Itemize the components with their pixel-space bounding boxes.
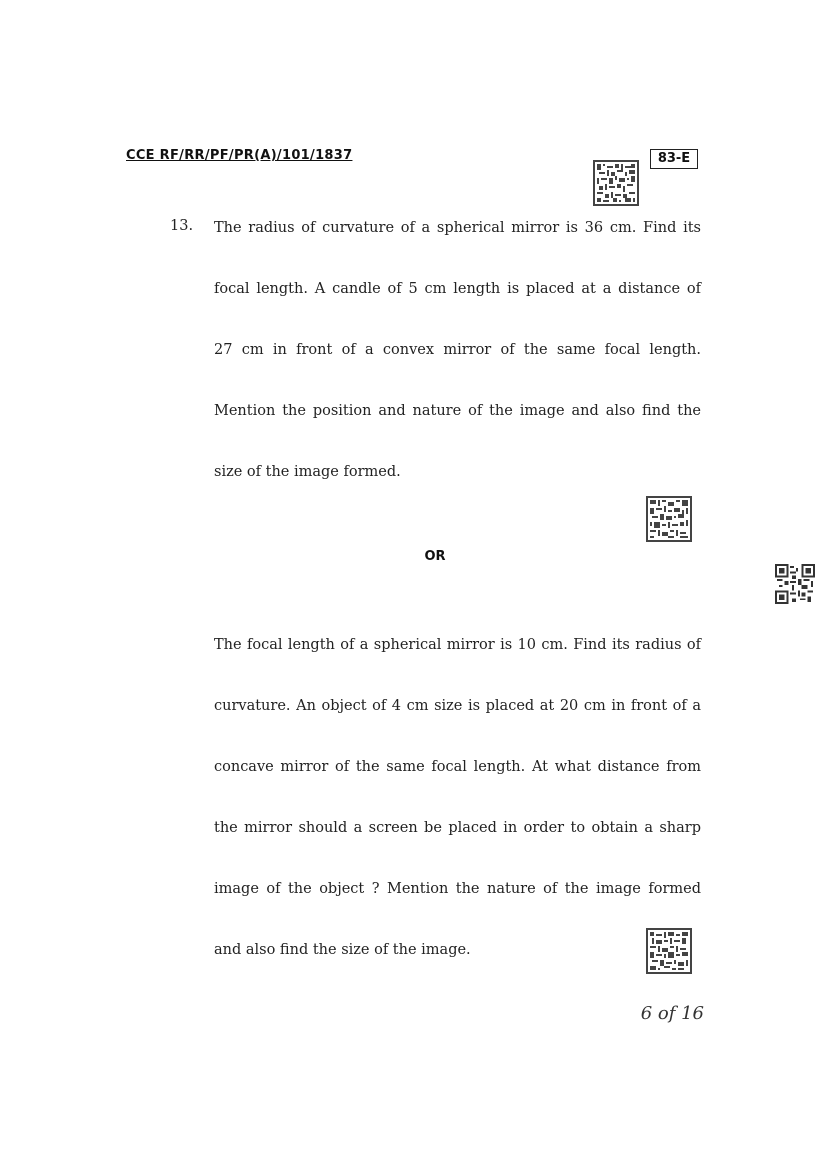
qr-code-icon — [646, 496, 692, 542]
qr-code-icon — [646, 928, 692, 974]
question-number: 13. — [170, 218, 194, 234]
qr-code-icon — [593, 160, 639, 206]
question-text-line: The radius of curvature of a spherical mirror is 36 cm. Find its — [214, 220, 701, 236]
question-text-line: image of the object ? Mention the nature of the image formed — [214, 881, 701, 897]
page-number: 6 of 16 — [640, 1003, 704, 1024]
question-text-line: focal length. A candle of 5 cm length is placed at a distance of — [214, 281, 701, 297]
question-text-line: Mention the position and nature of the image and also find the — [214, 403, 701, 419]
paper-code-box: 83-E — [650, 149, 698, 169]
question-text-line: The focal length of a spherical mirror is 10 cm. Find its radius of — [214, 637, 701, 653]
exam-code: CCE RF/RR/PF/PR(A)/101/1837 — [126, 148, 353, 163]
question-text-line: 27 cm in front of a convex mirror of the same focal length. — [214, 342, 701, 358]
question-text-line: concave mirror of the same focal length. At what distance from — [214, 759, 701, 775]
question-text-line: the mirror should a screen be placed in order to obtain a sharp — [214, 820, 701, 836]
question-text-line: and also find the size of the image. — [214, 942, 471, 958]
or-separator: OR — [424, 549, 446, 564]
question-text-line: curvature. An object of 4 cm size is placed at 20 cm in front of a — [214, 698, 701, 714]
question-text-line: size of the image formed. — [214, 464, 401, 480]
qr-code-icon — [775, 564, 815, 604]
